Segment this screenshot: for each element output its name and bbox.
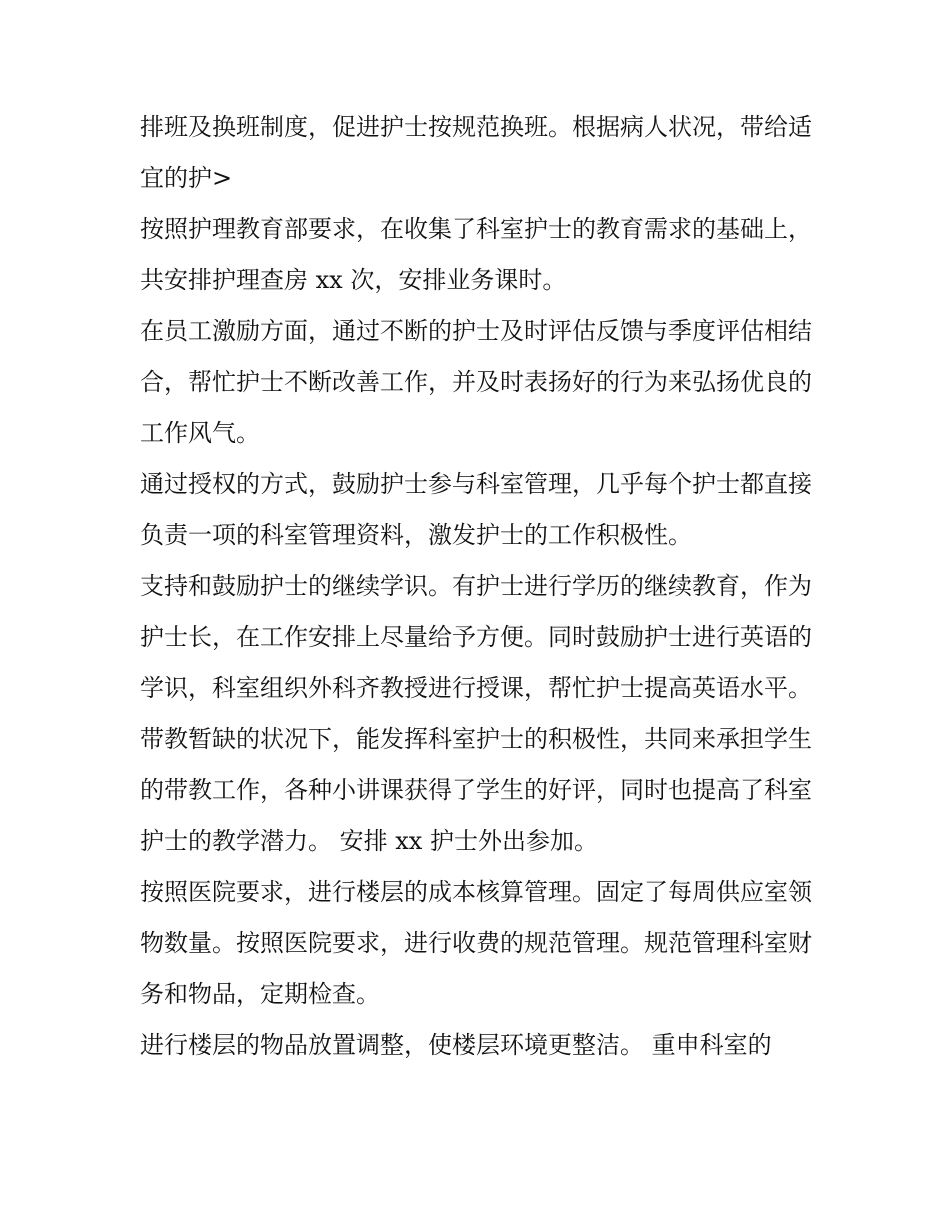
paragraph-1: 排班及换班制度，促进护士按规范换班。根据病人状况，带给适宜的护> xyxy=(140,113,812,192)
paragraph-4: 通过授权的方式，鼓励护士参与科室管理，几乎每个护士都直接负责一项的科室管理资料，激发护士的工作积极性。 xyxy=(140,470,812,549)
paragraph-3: 在员工激励方面，通过不断的护士及时评估反馈与季度评估相结合，帮忙护士不断改善工作，并及时表扬好的行为来弘扬优良的工作风气。 xyxy=(140,317,812,447)
paragraph-2: 按照护理教育部要求，在收集了科室护士的教育需求的基础上，共安排护理查房 xx 次，安排业务课时。 xyxy=(140,215,812,294)
paragraph-6: 带教暂缺的状况下，能发挥科室护士的积极性，共同来承担学生的带教工作，各种小讲课获得了学生的好评，同时也提高了科室护士的教学潜力。 安排 xx 护士外出参加。 xyxy=(140,725,812,855)
paragraph-7: 按照医院要求，进行楼层的成本核算管理。固定了每周供应室领物数量。按照医院要求，进行收费的规范管理。规范管理科室财务和物品，定期检查。 xyxy=(140,878,812,1008)
paragraph-8: 进行楼层的物品放置调整，使楼层环境更整洁。 重申科室的 xyxy=(140,1031,772,1059)
paragraph-5: 支持和鼓励护士的继续学识。有护士进行学历的继续教育，作为护士长，在工作安排上尽量给予方便。同时鼓励护士进行英语的学识，科室组织外科齐教授进行授课，帮忙护士提高英语水平。 xyxy=(140,572,812,702)
document-body xyxy=(140,102,816,1071)
